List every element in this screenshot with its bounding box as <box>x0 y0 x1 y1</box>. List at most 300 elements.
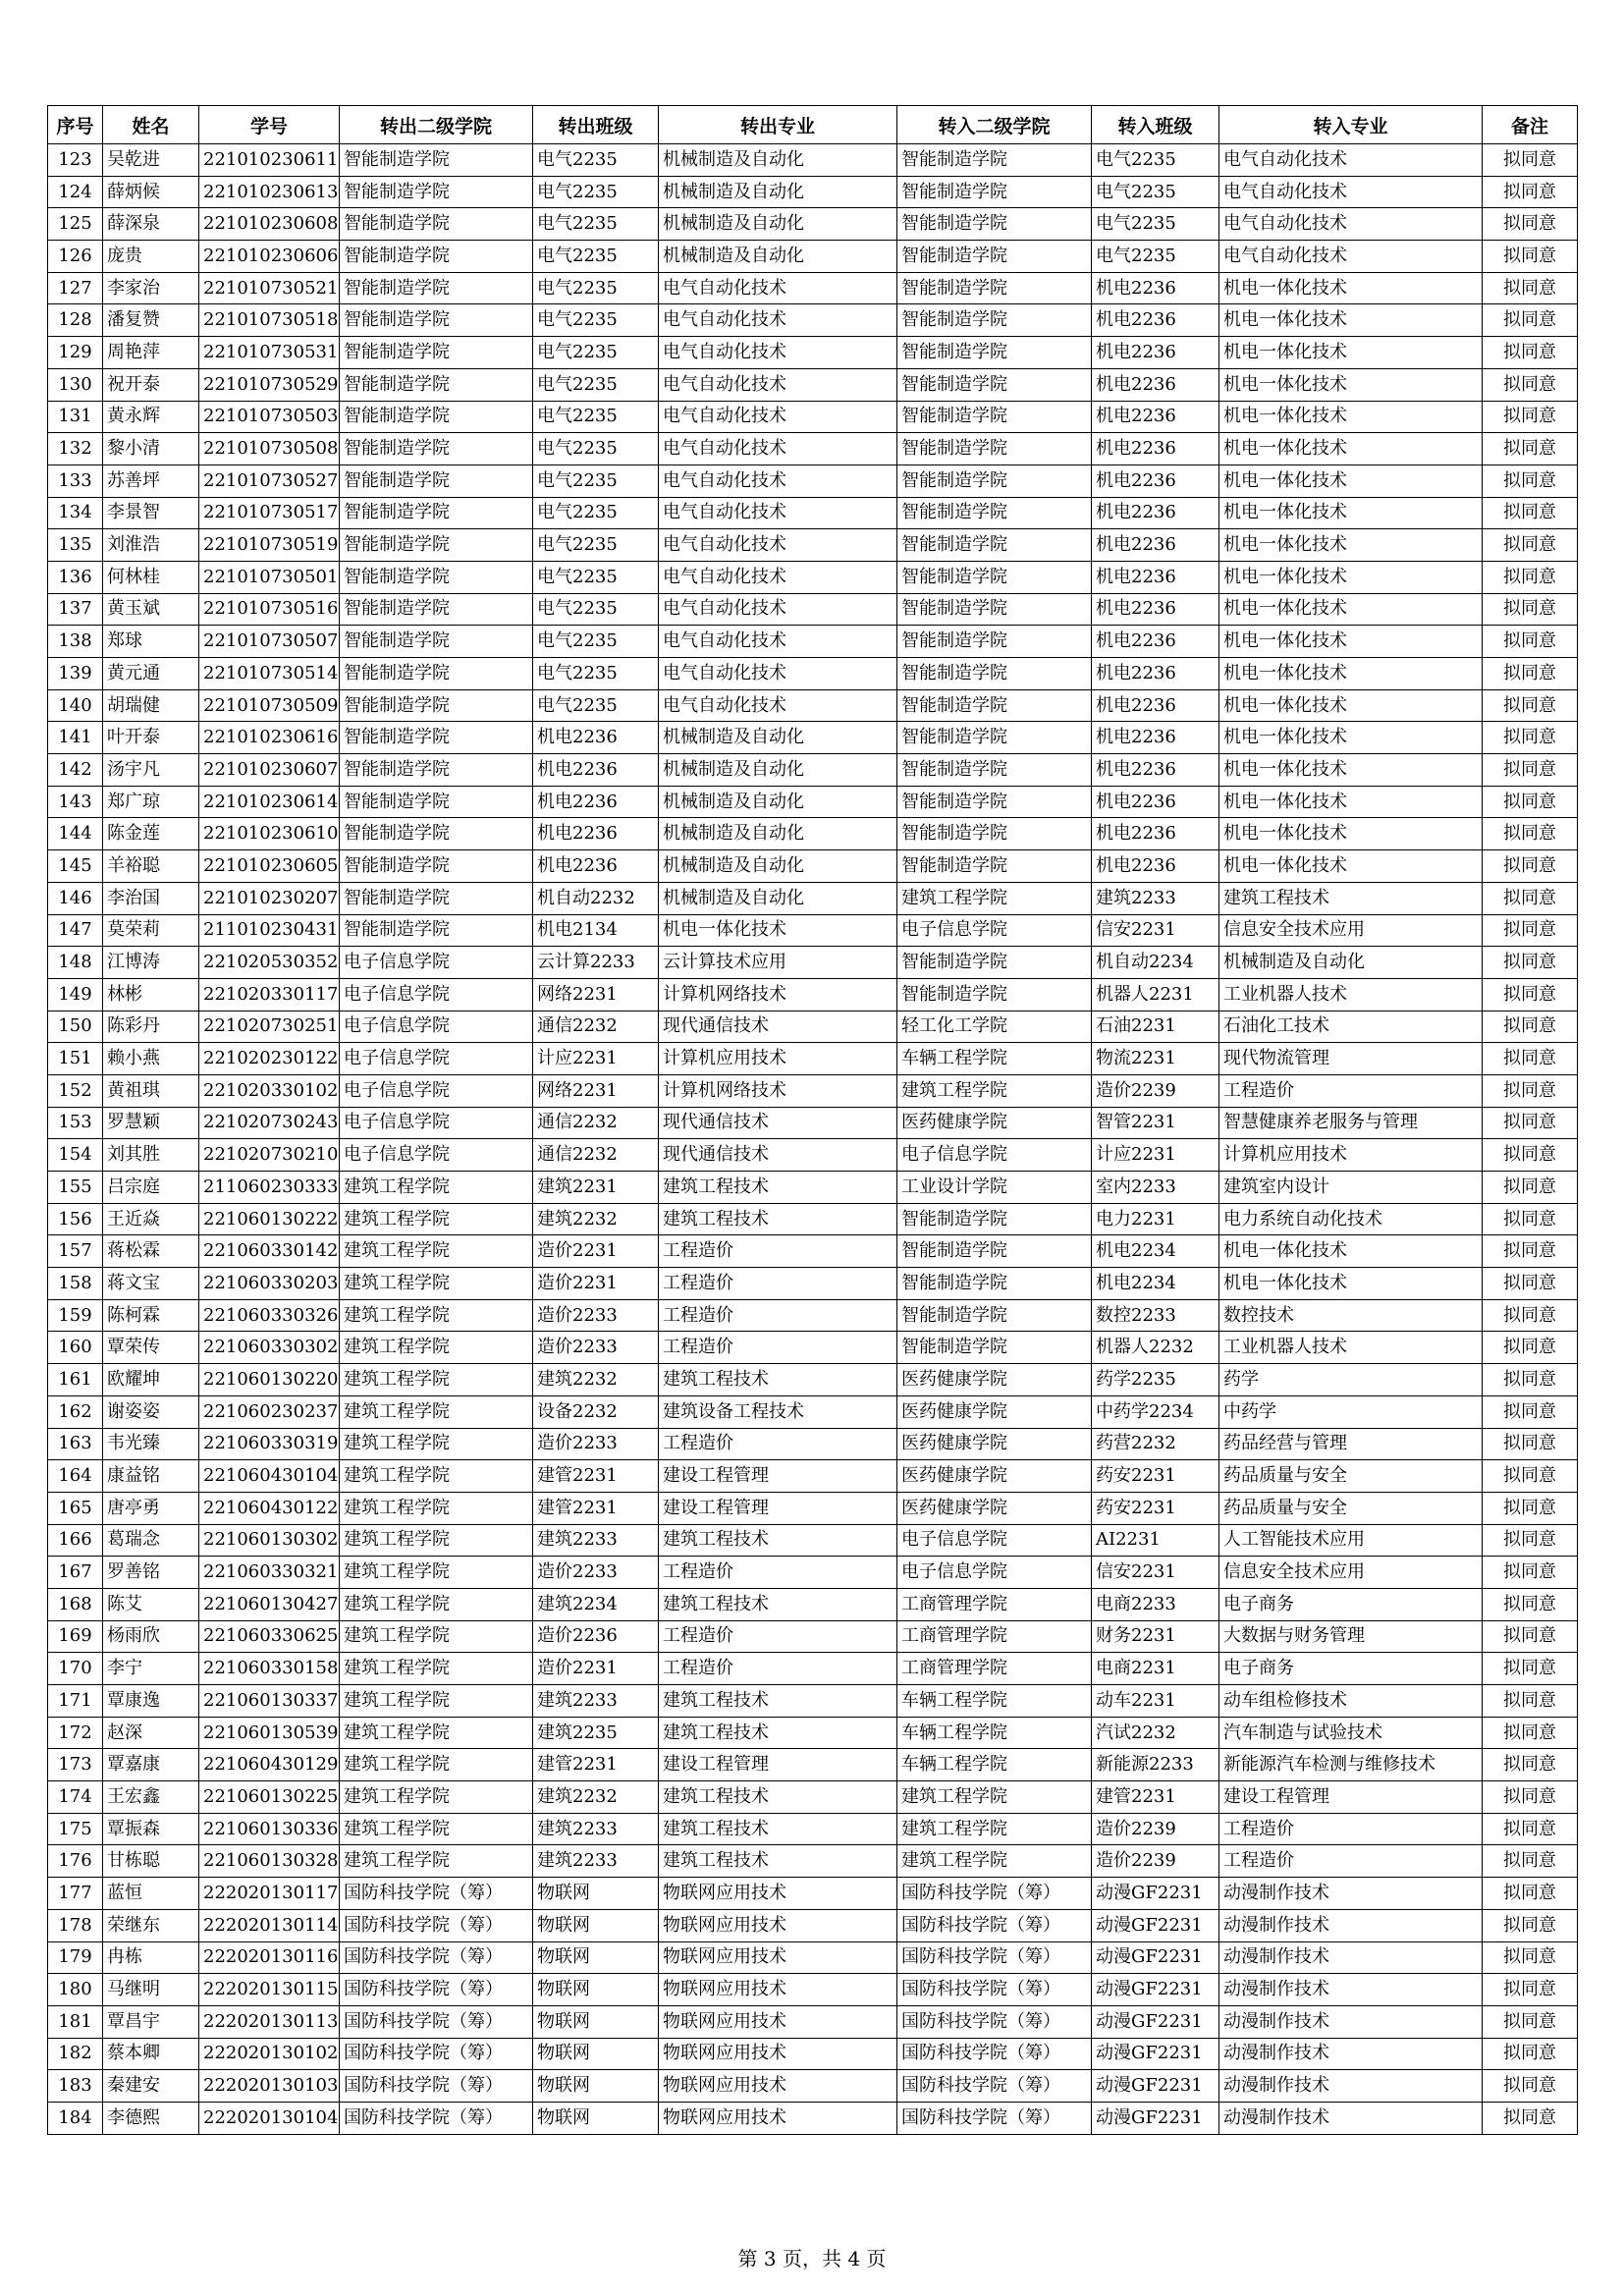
cell-to-major: 机电一体化技术 <box>1219 626 1483 658</box>
cell-to-class: 计应2231 <box>1092 1139 1219 1172</box>
cell-to-college: 智能制造学院 <box>897 818 1092 850</box>
cell-to-major: 机电一体化技术 <box>1219 368 1483 401</box>
cell-to-major: 电气自动化技术 <box>1219 176 1483 208</box>
table-row <box>48 1332 1578 1364</box>
cell-seq: 135 <box>48 529 103 562</box>
cell-from-college: 国防科技学院（筹） <box>340 1941 533 1974</box>
cell-student-id: 221010730521 <box>199 272 340 304</box>
table-row <box>48 1203 1578 1235</box>
cell-from-class: 建筑2232 <box>533 1203 659 1235</box>
cell-from-class: 建筑2234 <box>533 1588 659 1620</box>
cell-from-major: 建筑工程技术 <box>659 1813 897 1845</box>
table-row <box>48 1011 1578 1043</box>
cell-from-major: 建筑工程技术 <box>659 1781 897 1814</box>
cell-student-id: 221060330142 <box>199 1235 340 1268</box>
cell-seq: 175 <box>48 1813 103 1845</box>
cell-student-id: 221010730509 <box>199 689 340 722</box>
cell-from-college: 国防科技学院（筹） <box>340 1878 533 1910</box>
cell-to-major: 计算机应用技术 <box>1219 1139 1483 1172</box>
cell-from-major: 工程造价 <box>659 1428 897 1460</box>
cell-to-major: 机电一体化技术 <box>1219 272 1483 304</box>
cell-from-college: 智能制造学院 <box>340 337 533 369</box>
table-row <box>48 1717 1578 1749</box>
cell-to-college: 建筑工程学院 <box>897 1074 1092 1107</box>
cell-name: 冉栋 <box>103 1941 199 1974</box>
cell-from-college: 智能制造学院 <box>340 786 533 818</box>
cell-from-class: 建筑2233 <box>533 1813 659 1845</box>
cell-to-class: 机器人2231 <box>1092 978 1219 1011</box>
cell-to-class: 机电2234 <box>1092 1268 1219 1300</box>
cell-note: 拟同意 <box>1483 1781 1578 1814</box>
cell-student-id: 222020130113 <box>199 2005 340 2038</box>
cell-from-college: 智能制造学院 <box>340 754 533 787</box>
cell-from-class: 通信2232 <box>533 1107 659 1139</box>
cell-seq: 150 <box>48 1011 103 1043</box>
cell-from-class: 物联网 <box>533 1909 659 1941</box>
cell-seq: 177 <box>48 1878 103 1910</box>
cell-to-class: 机电2236 <box>1092 497 1219 529</box>
cell-from-college: 智能制造学院 <box>340 465 533 497</box>
cell-seq: 169 <box>48 1620 103 1653</box>
cell-note: 拟同意 <box>1483 882 1578 914</box>
cell-name: 庞贵 <box>103 241 199 273</box>
cell-name: 祝开泰 <box>103 368 199 401</box>
cell-note: 拟同意 <box>1483 2070 1578 2103</box>
cell-to-class: 药安2231 <box>1092 1460 1219 1493</box>
cell-from-class: 机自动2232 <box>533 882 659 914</box>
cell-to-college: 智能制造学院 <box>897 626 1092 658</box>
header-from-college: 转出二级学院 <box>340 106 533 144</box>
cell-student-id: 221060130222 <box>199 1203 340 1235</box>
cell-to-class: 财务2231 <box>1092 1620 1219 1653</box>
cell-seq: 140 <box>48 689 103 722</box>
table-row <box>48 1139 1578 1172</box>
header-seq: 序号 <box>48 106 103 144</box>
cell-to-class: 信安2231 <box>1092 914 1219 947</box>
table-row <box>48 1395 1578 1428</box>
table-row <box>48 529 1578 562</box>
page-number: 第 3 页，共 4 页 <box>737 2247 887 2270</box>
cell-from-class: 造价2233 <box>533 1332 659 1364</box>
cell-seq: 123 <box>48 144 103 177</box>
table-row <box>48 1653 1578 1685</box>
header-student-id: 学号 <box>199 106 340 144</box>
cell-to-college: 智能制造学院 <box>897 208 1092 241</box>
table-row <box>48 561 1578 593</box>
cell-from-major: 机电一体化技术 <box>659 914 897 947</box>
table-row <box>48 241 1578 273</box>
cell-to-major: 机电一体化技术 <box>1219 433 1483 465</box>
cell-from-college: 智能制造学院 <box>340 722 533 754</box>
cell-seq: 139 <box>48 658 103 690</box>
cell-from-college: 智能制造学院 <box>340 689 533 722</box>
table-row <box>48 272 1578 304</box>
cell-from-class: 电气2235 <box>533 497 659 529</box>
cell-note: 拟同意 <box>1483 1235 1578 1268</box>
cell-from-college: 电子信息学院 <box>340 1074 533 1107</box>
cell-name: 陈金莲 <box>103 818 199 850</box>
cell-to-major: 机电一体化技术 <box>1219 658 1483 690</box>
cell-from-major: 电气自动化技术 <box>659 529 897 562</box>
cell-seq: 147 <box>48 914 103 947</box>
cell-student-id: 222020130114 <box>199 1909 340 1941</box>
cell-name: 黄祖琪 <box>103 1074 199 1107</box>
cell-from-class: 网络2231 <box>533 1074 659 1107</box>
cell-from-major: 电气自动化技术 <box>659 658 897 690</box>
table-row <box>48 593 1578 626</box>
cell-to-class: 机电2236 <box>1092 465 1219 497</box>
cell-from-major: 建筑工程技术 <box>659 1845 897 1878</box>
cell-from-college: 建筑工程学院 <box>340 1813 533 1845</box>
cell-note: 拟同意 <box>1483 1043 1578 1075</box>
cell-name: 荣继东 <box>103 1909 199 1941</box>
cell-seq: 173 <box>48 1749 103 1781</box>
cell-to-class: 机电2236 <box>1092 272 1219 304</box>
cell-student-id: 221060130220 <box>199 1364 340 1396</box>
cell-to-college: 电子信息学院 <box>897 1139 1092 1172</box>
cell-from-major: 工程造价 <box>659 1557 897 1589</box>
cell-from-college: 智能制造学院 <box>340 401 533 433</box>
cell-name: 苏善坪 <box>103 465 199 497</box>
table-row <box>48 722 1578 754</box>
cell-from-major: 机械制造及自动化 <box>659 208 897 241</box>
cell-name: 周艳萍 <box>103 337 199 369</box>
table-row <box>48 626 1578 658</box>
cell-from-major: 计算机应用技术 <box>659 1043 897 1075</box>
cell-note: 拟同意 <box>1483 1941 1578 1974</box>
table-row <box>48 2005 1578 2038</box>
cell-to-major: 石油化工技术 <box>1219 1011 1483 1043</box>
cell-from-class: 电气2235 <box>533 241 659 273</box>
cell-to-class: 中药学2234 <box>1092 1395 1219 1428</box>
cell-student-id: 221060430104 <box>199 1460 340 1493</box>
cell-seq: 156 <box>48 1203 103 1235</box>
cell-to-class: 电气2235 <box>1092 241 1219 273</box>
cell-from-major: 电气自动化技术 <box>659 368 897 401</box>
cell-from-class: 电气2235 <box>533 561 659 593</box>
cell-from-class: 物联网 <box>533 1974 659 2006</box>
cell-to-college: 智能制造学院 <box>897 401 1092 433</box>
cell-student-id: 222020130117 <box>199 1878 340 1910</box>
cell-note: 拟同意 <box>1483 1428 1578 1460</box>
cell-name: 王宏鑫 <box>103 1781 199 1814</box>
cell-name: 赖小燕 <box>103 1043 199 1075</box>
cell-to-college: 智能制造学院 <box>897 689 1092 722</box>
cell-name: 陈柯霖 <box>103 1299 199 1332</box>
cell-name: 陈艾 <box>103 1588 199 1620</box>
cell-from-major: 物联网应用技术 <box>659 1909 897 1941</box>
cell-name: 甘栋聪 <box>103 1845 199 1878</box>
cell-from-major: 计算机网络技术 <box>659 1074 897 1107</box>
cell-name: 赵深 <box>103 1717 199 1749</box>
cell-from-major: 机械制造及自动化 <box>659 882 897 914</box>
cell-from-college: 建筑工程学院 <box>340 1685 533 1718</box>
cell-from-major: 现代通信技术 <box>659 1107 897 1139</box>
cell-student-id: 222020130116 <box>199 1941 340 1974</box>
cell-name: 覃荣传 <box>103 1332 199 1364</box>
header-to-college: 转入二级学院 <box>897 106 1092 144</box>
cell-from-class: 云计算2233 <box>533 947 659 979</box>
cell-note: 拟同意 <box>1483 2005 1578 2038</box>
cell-from-class: 电气2235 <box>533 304 659 337</box>
table-row <box>48 1813 1578 1845</box>
cell-to-college: 智能制造学院 <box>897 593 1092 626</box>
cell-name: 胡瑞健 <box>103 689 199 722</box>
header-to-class: 转入班级 <box>1092 106 1219 144</box>
cell-name: 覃振森 <box>103 1813 199 1845</box>
cell-name: 叶开泰 <box>103 722 199 754</box>
cell-to-class: 机电2236 <box>1092 368 1219 401</box>
table-row <box>48 658 1578 690</box>
cell-to-major: 机电一体化技术 <box>1219 850 1483 883</box>
cell-student-id: 222020130104 <box>199 2102 340 2134</box>
cell-to-college: 智能制造学院 <box>897 497 1092 529</box>
cell-note: 拟同意 <box>1483 2038 1578 2070</box>
cell-from-major: 建筑工程技术 <box>659 1364 897 1396</box>
cell-seq: 137 <box>48 593 103 626</box>
cell-to-major: 药品质量与安全 <box>1219 1460 1483 1493</box>
cell-from-college: 建筑工程学院 <box>340 1524 533 1557</box>
cell-note: 拟同意 <box>1483 368 1578 401</box>
cell-from-class: 机电2134 <box>533 914 659 947</box>
cell-to-class: 电气2235 <box>1092 144 1219 177</box>
cell-from-major: 工程造价 <box>659 1268 897 1300</box>
cell-to-major: 机电一体化技术 <box>1219 722 1483 754</box>
cell-to-class: 机电2236 <box>1092 818 1219 850</box>
cell-to-college: 智能制造学院 <box>897 433 1092 465</box>
cell-name: 唐亭勇 <box>103 1492 199 1524</box>
header-name: 姓名 <box>103 106 199 144</box>
table-row <box>48 1268 1578 1300</box>
cell-note: 拟同意 <box>1483 1588 1578 1620</box>
cell-seq: 134 <box>48 497 103 529</box>
cell-note: 拟同意 <box>1483 304 1578 337</box>
cell-from-class: 电气2235 <box>533 272 659 304</box>
cell-from-class: 计应2231 <box>533 1043 659 1075</box>
cell-to-class: 石油2231 <box>1092 1011 1219 1043</box>
cell-from-class: 机电2236 <box>533 722 659 754</box>
cell-to-college: 建筑工程学院 <box>897 882 1092 914</box>
cell-to-class: 信安2231 <box>1092 1557 1219 1589</box>
cell-from-major: 物联网应用技术 <box>659 2038 897 2070</box>
cell-seq: 143 <box>48 786 103 818</box>
cell-to-class: AI2231 <box>1092 1524 1219 1557</box>
cell-note: 拟同意 <box>1483 722 1578 754</box>
cell-to-major: 工业机器人技术 <box>1219 978 1483 1011</box>
cell-seq: 181 <box>48 2005 103 2038</box>
cell-name: 郑广琼 <box>103 786 199 818</box>
cell-from-college: 智能制造学院 <box>340 241 533 273</box>
cell-name: 吴乾进 <box>103 144 199 177</box>
cell-student-id: 221010730527 <box>199 465 340 497</box>
cell-to-college: 国防科技学院（筹） <box>897 2070 1092 2103</box>
cell-to-college: 智能制造学院 <box>897 978 1092 1011</box>
cell-to-college: 医药健康学院 <box>897 1107 1092 1139</box>
table-row <box>48 882 1578 914</box>
cell-to-college: 智能制造学院 <box>897 786 1092 818</box>
cell-seq: 154 <box>48 1139 103 1172</box>
cell-seq: 142 <box>48 754 103 787</box>
cell-to-major: 动漫制作技术 <box>1219 2038 1483 2070</box>
cell-from-college: 国防科技学院（筹） <box>340 2070 533 2103</box>
cell-from-college: 智能制造学院 <box>340 914 533 947</box>
cell-from-major: 物联网应用技术 <box>659 2102 897 2134</box>
cell-seq: 176 <box>48 1845 103 1878</box>
cell-to-class: 机电2236 <box>1092 433 1219 465</box>
cell-to-class: 电力2231 <box>1092 1203 1219 1235</box>
cell-from-class: 物联网 <box>533 2038 659 2070</box>
cell-from-class: 造价2231 <box>533 1268 659 1300</box>
cell-from-college: 建筑工程学院 <box>340 1268 533 1300</box>
cell-from-college: 建筑工程学院 <box>340 1557 533 1589</box>
table-row <box>48 208 1578 241</box>
cell-student-id: 221010230605 <box>199 850 340 883</box>
cell-seq: 160 <box>48 1332 103 1364</box>
cell-from-class: 电气2235 <box>533 176 659 208</box>
cell-to-college: 医药健康学院 <box>897 1364 1092 1396</box>
cell-to-major: 机电一体化技术 <box>1219 337 1483 369</box>
cell-note: 拟同意 <box>1483 465 1578 497</box>
cell-student-id: 221060330302 <box>199 1332 340 1364</box>
cell-from-major: 云计算技术应用 <box>659 947 897 979</box>
cell-to-college: 智能制造学院 <box>897 658 1092 690</box>
cell-note: 拟同意 <box>1483 1813 1578 1845</box>
cell-seq: 144 <box>48 818 103 850</box>
cell-from-class: 建筑2233 <box>533 1845 659 1878</box>
cell-to-college: 电子信息学院 <box>897 1524 1092 1557</box>
cell-to-major: 电力系统自动化技术 <box>1219 1203 1483 1235</box>
cell-to-class: 机电2236 <box>1092 786 1219 818</box>
cell-name: 葛瑞念 <box>103 1524 199 1557</box>
cell-note: 拟同意 <box>1483 1492 1578 1524</box>
cell-to-major: 电气自动化技术 <box>1219 144 1483 177</box>
cell-to-major: 动漫制作技术 <box>1219 2005 1483 2038</box>
cell-from-major: 电气自动化技术 <box>659 626 897 658</box>
cell-from-college: 智能制造学院 <box>340 208 533 241</box>
header-to-major: 转入专业 <box>1219 106 1483 144</box>
header-row <box>48 106 1578 144</box>
cell-to-class: 动漫GF2231 <box>1092 2038 1219 2070</box>
cell-to-class: 机电2234 <box>1092 1235 1219 1268</box>
cell-note: 拟同意 <box>1483 626 1578 658</box>
table-row <box>48 1074 1578 1107</box>
cell-student-id: 221060330321 <box>199 1557 340 1589</box>
cell-seq: 163 <box>48 1428 103 1460</box>
cell-to-major: 新能源汽车检测与维修技术 <box>1219 1749 1483 1781</box>
cell-from-major: 建筑工程技术 <box>659 1717 897 1749</box>
cell-from-college: 电子信息学院 <box>340 978 533 1011</box>
cell-seq: 129 <box>48 337 103 369</box>
cell-from-class: 电气2235 <box>533 529 659 562</box>
cell-name: 王近焱 <box>103 1203 199 1235</box>
cell-name: 莫荣莉 <box>103 914 199 947</box>
cell-from-college: 建筑工程学院 <box>340 1235 533 1268</box>
cell-name: 刘其胜 <box>103 1139 199 1172</box>
cell-note: 拟同意 <box>1483 529 1578 562</box>
cell-to-class: 机电2236 <box>1092 722 1219 754</box>
cell-from-class: 机电2236 <box>533 754 659 787</box>
cell-to-class: 动车2231 <box>1092 1685 1219 1718</box>
cell-from-college: 智能制造学院 <box>340 144 533 177</box>
cell-to-college: 医药健康学院 <box>897 1428 1092 1460</box>
cell-note: 拟同意 <box>1483 561 1578 593</box>
cell-student-id: 221010230616 <box>199 722 340 754</box>
cell-seq: 125 <box>48 208 103 241</box>
cell-from-major: 计算机网络技术 <box>659 978 897 1011</box>
cell-to-major: 信息安全技术应用 <box>1219 914 1483 947</box>
cell-note: 拟同意 <box>1483 978 1578 1011</box>
cell-note: 拟同意 <box>1483 1268 1578 1300</box>
cell-to-college: 车辆工程学院 <box>897 1043 1092 1075</box>
header-note: 备注 <box>1483 106 1578 144</box>
table-row <box>48 144 1578 177</box>
cell-from-college: 建筑工程学院 <box>340 1749 533 1781</box>
cell-name: 薛深泉 <box>103 208 199 241</box>
cell-student-id: 221010730514 <box>199 658 340 690</box>
cell-note: 拟同意 <box>1483 1299 1578 1332</box>
cell-student-id: 211010230431 <box>199 914 340 947</box>
cell-to-college: 智能制造学院 <box>897 304 1092 337</box>
cell-from-college: 国防科技学院（筹） <box>340 2102 533 2134</box>
cell-from-class: 电气2235 <box>533 208 659 241</box>
cell-to-college: 智能制造学院 <box>897 1299 1092 1332</box>
cell-note: 拟同意 <box>1483 1107 1578 1139</box>
cell-from-class: 电气2235 <box>533 433 659 465</box>
cell-to-class: 动漫GF2231 <box>1092 2070 1219 2103</box>
cell-to-class: 机电2236 <box>1092 689 1219 722</box>
table-row <box>48 689 1578 722</box>
cell-from-class: 电气2235 <box>533 337 659 369</box>
cell-note: 拟同意 <box>1483 1203 1578 1235</box>
cell-to-major: 电子商务 <box>1219 1588 1483 1620</box>
cell-to-major: 建筑室内设计 <box>1219 1172 1483 1204</box>
cell-from-class: 电气2235 <box>533 144 659 177</box>
cell-seq: 155 <box>48 1172 103 1204</box>
cell-student-id: 221060230237 <box>199 1395 340 1428</box>
cell-to-major: 智慧健康养老服务与管理 <box>1219 1107 1483 1139</box>
cell-from-major: 电气自动化技术 <box>659 433 897 465</box>
cell-to-major: 机电一体化技术 <box>1219 754 1483 787</box>
cell-name: 刘淮浩 <box>103 529 199 562</box>
cell-seq: 158 <box>48 1268 103 1300</box>
table-row <box>48 1909 1578 1941</box>
cell-from-college: 建筑工程学院 <box>340 1620 533 1653</box>
cell-to-major: 机电一体化技术 <box>1219 593 1483 626</box>
cell-from-college: 电子信息学院 <box>340 1139 533 1172</box>
cell-to-college: 工业设计学院 <box>897 1172 1092 1204</box>
cell-note: 拟同意 <box>1483 914 1578 947</box>
cell-to-college: 国防科技学院（筹） <box>897 1878 1092 1910</box>
cell-to-college: 工商管理学院 <box>897 1588 1092 1620</box>
cell-seq: 171 <box>48 1685 103 1718</box>
cell-to-major: 电子商务 <box>1219 1653 1483 1685</box>
cell-from-college: 电子信息学院 <box>340 947 533 979</box>
cell-from-college: 智能制造学院 <box>340 882 533 914</box>
cell-student-id: 221060130328 <box>199 1845 340 1878</box>
cell-from-major: 电气自动化技术 <box>659 401 897 433</box>
cell-to-class: 机电2236 <box>1092 561 1219 593</box>
table-row <box>48 465 1578 497</box>
table-row <box>48 2102 1578 2134</box>
cell-from-major: 机械制造及自动化 <box>659 754 897 787</box>
cell-to-class: 动漫GF2231 <box>1092 2005 1219 2038</box>
cell-to-class: 机电2236 <box>1092 754 1219 787</box>
cell-from-major: 机械制造及自动化 <box>659 241 897 273</box>
cell-to-college: 车辆工程学院 <box>897 1749 1092 1781</box>
cell-from-college: 建筑工程学院 <box>340 1203 533 1235</box>
cell-to-college: 智能制造学院 <box>897 272 1092 304</box>
cell-student-id: 221010230607 <box>199 754 340 787</box>
